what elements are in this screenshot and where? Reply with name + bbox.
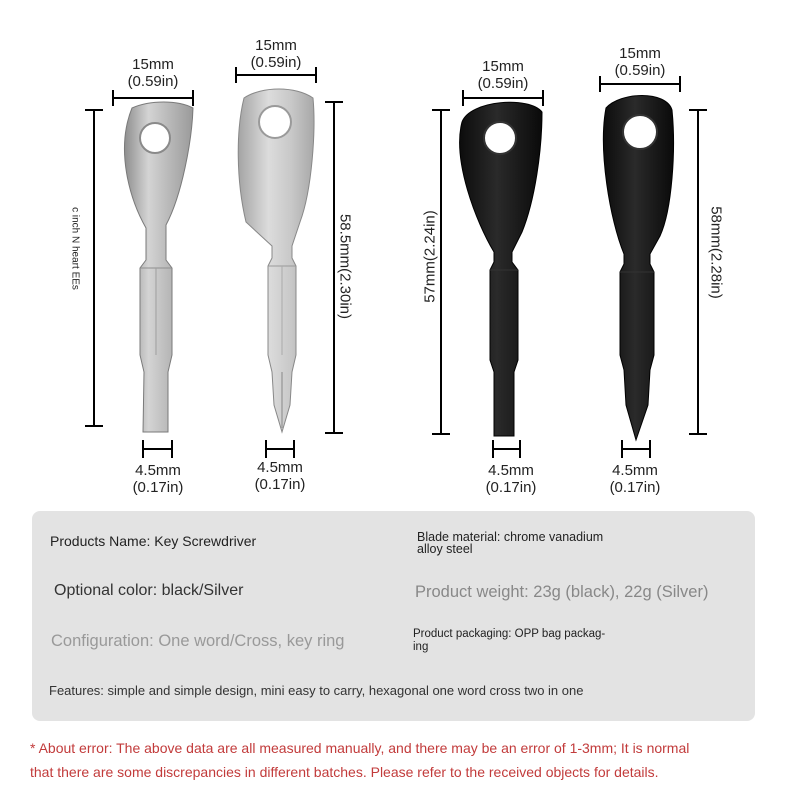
spec-packaging-line1: Product packaging: OPP bag packag- [413, 628, 606, 640]
error-note-line2: that there are some discrepancies in different batches. Please refer to the received objects for details. [30, 764, 659, 780]
tip-label-black-flat: 4.5mm (0.17in) [485, 462, 537, 496]
width-label-black-cross: 15mm (0.59in) [614, 45, 666, 79]
width-label-silver-flat: 15mm (0.59in) [127, 56, 179, 90]
spec-blade-material-line1: Blade material: chrome vanadium [417, 530, 604, 544]
spec-blade-material-line2: alloy steel [417, 542, 473, 556]
width-label-black-flat: 15mm (0.59in) [477, 58, 529, 92]
black-cross-screwdriver [603, 96, 673, 441]
spec-product-weight: Product weight: 23g (black), 22g (Silver) [415, 583, 709, 601]
silver-flat-screwdriver [124, 102, 193, 432]
silver-cross-screwdriver [238, 89, 314, 432]
tip-label-silver-cross: 4.5mm (0.17in) [254, 459, 306, 493]
height-label-silver-cross: 58.5mm(2.30in) [336, 213, 354, 320]
tip-label-black-cross: 4.5mm (0.17in) [609, 462, 661, 496]
width-label-silver-cross: 15mm (0.59in) [250, 37, 302, 71]
spec-optional-color: Optional color: black/Silver [54, 582, 244, 599]
spec-packaging-line2: ing [413, 641, 429, 653]
spec-configuration: Configuration: One word/Cross, key ring [51, 632, 345, 650]
spec-product-name: Products Name: Key Screwdriver [50, 533, 257, 549]
height-label-black-flat: 57mm(2.24in) [421, 210, 439, 303]
spec-features: Features: simple and simple design, mini easy to carry, hexagonal one word cross two in one [49, 683, 584, 698]
tip-label-silver-flat: 4.5mm (0.17in) [132, 462, 184, 496]
black-flat-screwdriver [460, 102, 542, 436]
height-label-black-cross: 58mm(2.28in) [707, 206, 725, 299]
height-label-silver-flat: c inch N heart EEs [69, 207, 81, 290]
error-note-line1: * About error: The above data are all measured manually, and there may be an error of 1-3mm; It is normal [30, 740, 690, 756]
